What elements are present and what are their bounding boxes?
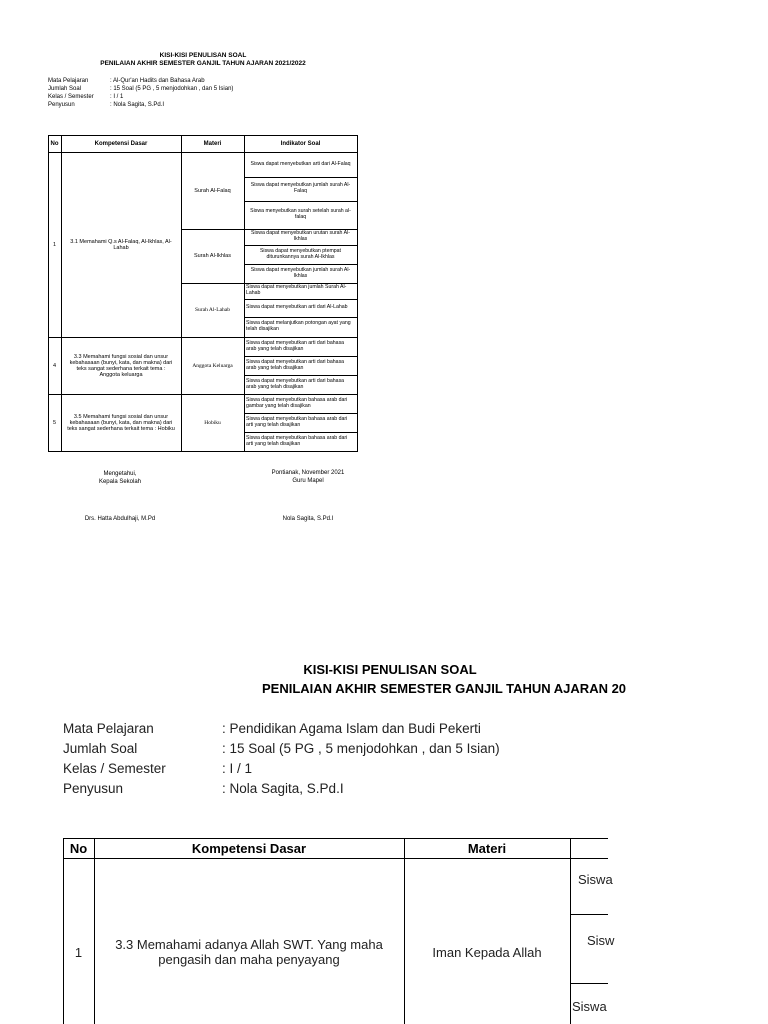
header-materi: Materi — [203, 140, 222, 147]
materi-cell: Surah Al-Falaq — [194, 187, 231, 194]
materi-cell: Hobiku — [204, 419, 221, 426]
meta-value-author: : Nola Sagita, S.Pd.I — [110, 102, 165, 108]
indicator-cell: Siswa dapat menyebutkan arti dari Al-Lahab — [246, 304, 348, 311]
header-no: No — [50, 140, 59, 147]
sign-left-line1: Mengetahui, — [103, 471, 137, 477]
doc-title: KISI-KISI PENULISAN SOAL — [159, 52, 247, 59]
header-no: No — [69, 840, 88, 856]
indicator-cell: Siswa dapat menyebutkan arti dari Al-Falaq — [250, 160, 351, 167]
row-kd: 3.3 Memahami adanya Allah SWT. Yang maha pengasih dan maha penyayang — [115, 937, 383, 967]
header-kd: Kompetensi Dasar — [191, 840, 307, 856]
sign-right-line1: Pontianak, November 2021 — [271, 470, 345, 476]
indicator-cell: Siswa menyebutkan surah setelah surah al-falaq — [250, 208, 351, 220]
meta-value-count: : 15 Soal (5 PG , 5 menjodohkan , dan 5 Isian) — [222, 741, 500, 756]
row-materi: Iman Kepada Allah — [432, 944, 542, 960]
materi-cell: Anggota Keluarga — [192, 362, 233, 369]
indicator-cell: Siswa dapat melanjutkan potongan ayat yang telah disajikan — [246, 320, 351, 332]
indicator-cell: Siswa dapat menyebutkan bahasa arab dari arti yang telah disajikan — [246, 415, 348, 428]
indicator-cell: Siswa dapat menyebutkan arti dari bahasa arab yang telah disajikan — [246, 358, 345, 371]
doc-subtitle: PENILAIAN AKHIR SEMESTER GANJIL TAHUN AJARAN 20 — [262, 681, 627, 696]
row-kd: 3.3 Memahami fungsi sosial dan unsur kebahasaan (bunyi, kata, dan makna) dari teks sangat sederhana terkait tema : Anggota keluarga — [69, 353, 173, 378]
indicator-cell: Siswa dapat menyebutkan jumlah surah Al-Ikhlas — [250, 266, 351, 279]
indicator-cell: Siswa dapat menyebutkan arti dari bahasa arab yang telah disajikan — [246, 377, 345, 390]
meta-label-subject: Mata Pelajaran — [63, 721, 154, 736]
indicator-cell: Siswa dapat menyebutkan urutan surah Al-Ikhlas — [251, 230, 350, 242]
meta-label-class: Kelas / Semester — [63, 761, 166, 776]
row-kd: 3.5 Memahami fungsi sosial dan unsur kebahasaan (bunyi, kata, dan makna) dari teks sangat sederhana terkait tema : Hobiku — [67, 413, 175, 432]
header-materi: Materi — [467, 840, 507, 856]
sign-right-line2: Guru Mapel — [292, 478, 324, 484]
meta-value-count: : 15 Soal (5 PG , 5 menjodohkan , dan 5 Isian) — [110, 86, 234, 92]
row-no: 1 — [74, 944, 83, 960]
row-no: 4 — [52, 362, 57, 369]
row-no: 1 — [52, 241, 57, 248]
row-no: 5 — [52, 419, 57, 426]
meta-value-subject: : Al-Qur'an Hadits dan Bahasa Arab — [110, 78, 205, 84]
meta-value-class: : I / 1 — [110, 94, 124, 100]
doc-subtitle: PENILAIAN AKHIR SEMESTER GANJIL TAHUN AJARAN 2021/2022 — [100, 60, 306, 67]
meta-label-count: Jumlah Soal — [63, 741, 138, 756]
indicator-cell: Siswa — [578, 872, 613, 887]
indicator-cell: Siswa — [572, 999, 607, 1014]
meta-value-author: : Nola Sagita, S.Pd.I — [222, 781, 344, 796]
indicator-cell: Siswa dapat menyebutkan ptempat diturunkannya surah Al-Ikhlas — [259, 247, 342, 260]
indicator-cell: Siswa dapat menyebutkan bahasa arab dari arti yang telah disajikan — [246, 434, 348, 447]
sign-right-name: Nola Sagita, S.Pd.I — [282, 516, 334, 522]
meta-value-class: : I / 1 — [222, 761, 253, 776]
meta-label-subject: Mata Pelajaran — [48, 78, 89, 84]
indicator-cell: Siswa dapat menyebutkan bahasa arab dari gambar yang telah disajikan — [246, 396, 348, 409]
doc-title: KISI-KISI PENULISAN SOAL — [303, 662, 477, 677]
meta-label-class: Kelas / Semester — [48, 94, 94, 100]
meta-value-subject: : Pendidikan Agama Islam dan Budi Pekerti — [222, 721, 481, 736]
meta-label-author: Penyusun — [48, 102, 75, 108]
meta-label-author: Penyusun — [63, 781, 124, 796]
sign-left-line2: Kepala Sekolah — [98, 479, 142, 485]
materi-cell: Surah Al-Ikhlas — [194, 253, 231, 259]
indicator-cell: Siswa dapat menyebutkan jumlah Surah Al-Lahab — [246, 284, 347, 296]
indicator-cell: Siswa dapat menyebutkan arti dari bahasa arab yang telah disajikan — [246, 339, 345, 352]
header-kd: Kompetensi Dasar — [94, 140, 148, 147]
meta-label-count: Jumlah Soal — [48, 86, 82, 92]
indicator-cell: Siswa dapat menyebutkan jumlah surah Al-Falaq — [250, 182, 351, 194]
row-kd: 3.1 Memahami Q.s Al-Falaq, Al-Ikhlas, Al-Lahab — [70, 238, 172, 251]
indicator-cell: Sisw — [587, 933, 615, 948]
header-indikator: Indikator Soal — [280, 140, 321, 147]
indicator-column-clip — [570, 858, 615, 1024]
materi-cell: Surah Al-Lahab — [195, 307, 230, 313]
sign-left-name: Drs. Hatta Abdulhaji, M.Pd — [84, 516, 156, 522]
